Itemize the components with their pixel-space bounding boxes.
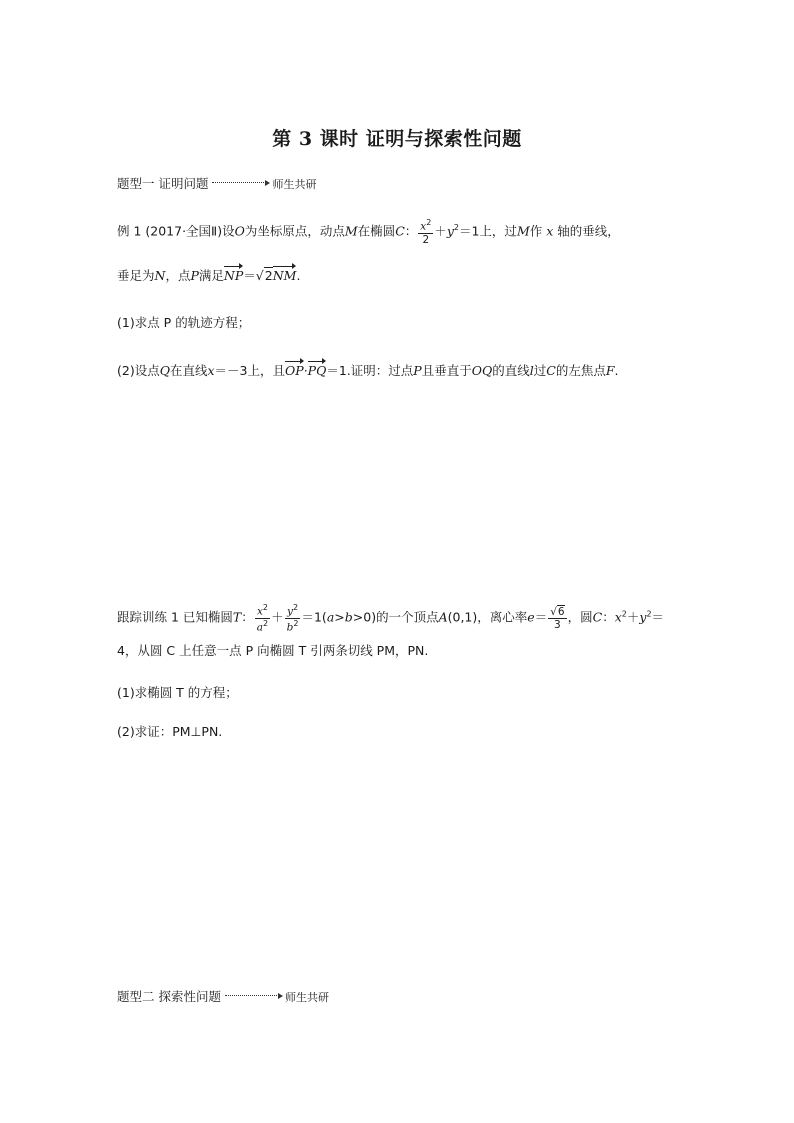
practice1-line2: 4，从圆 C 上任意一点 P 向椭圆 T 引两条切线 PM，PN. xyxy=(117,643,429,658)
practice1-line1: 跟踪训练 1 已知椭圆T： $\frac{x^2}{a^2}$ ＋ $\frac{y^2}{b^2}$ ＝1(a>b>0)的一个顶点A(0,1)，离心率e＝ $\frac{√6}{3}$ ，圆C：$x^2+y^2=$ xyxy=(117,603,665,634)
section-label: 题型一 证明问题 xyxy=(117,176,209,191)
vector-np: NP xyxy=(223,268,244,283)
section-tag: 师生共研 xyxy=(284,991,329,1004)
section-heading-proof xyxy=(117,174,316,192)
page-title: 第 3 课时 证明与探索性问题 xyxy=(272,128,522,150)
leader-dots xyxy=(225,995,277,996)
example1-question2: (2)设点Q在直线x＝－3上，且OP·PQ＝1.证明：过点P且垂直于OQ的直线l过C的左焦点F. xyxy=(117,363,619,378)
example1-line1: 例 1 (2017·全国Ⅱ)设O为坐标原点，动点M在椭圆C： $\frac{x^2}{2}$ $+y^2=1$上，过M作 x 轴的垂线， xyxy=(117,218,620,246)
section-tag: 师生共研 xyxy=(272,178,317,191)
practice1-question1: (1)求椭圆 T 的方程； xyxy=(117,685,238,700)
vector-op: OP xyxy=(285,363,304,378)
practice1-question2: (2)求证：PM⊥PN. xyxy=(117,724,223,739)
vector-pq: PQ xyxy=(307,363,327,378)
section-heading-exploration xyxy=(117,987,329,1005)
vector-nm: NM xyxy=(272,268,297,283)
arrow-icon xyxy=(278,993,283,999)
example1-question1: (1)求点 P 的轨迹方程； xyxy=(117,315,251,330)
leader-dots xyxy=(212,182,264,183)
example1-line2: 垂足为N，点P满足NP＝√2NM. xyxy=(117,268,301,283)
arrow-icon xyxy=(265,180,270,186)
fraction: $\frac{x^2}{2}$ xyxy=(420,218,432,246)
section-label: 题型二 探索性问题 xyxy=(117,989,221,1004)
